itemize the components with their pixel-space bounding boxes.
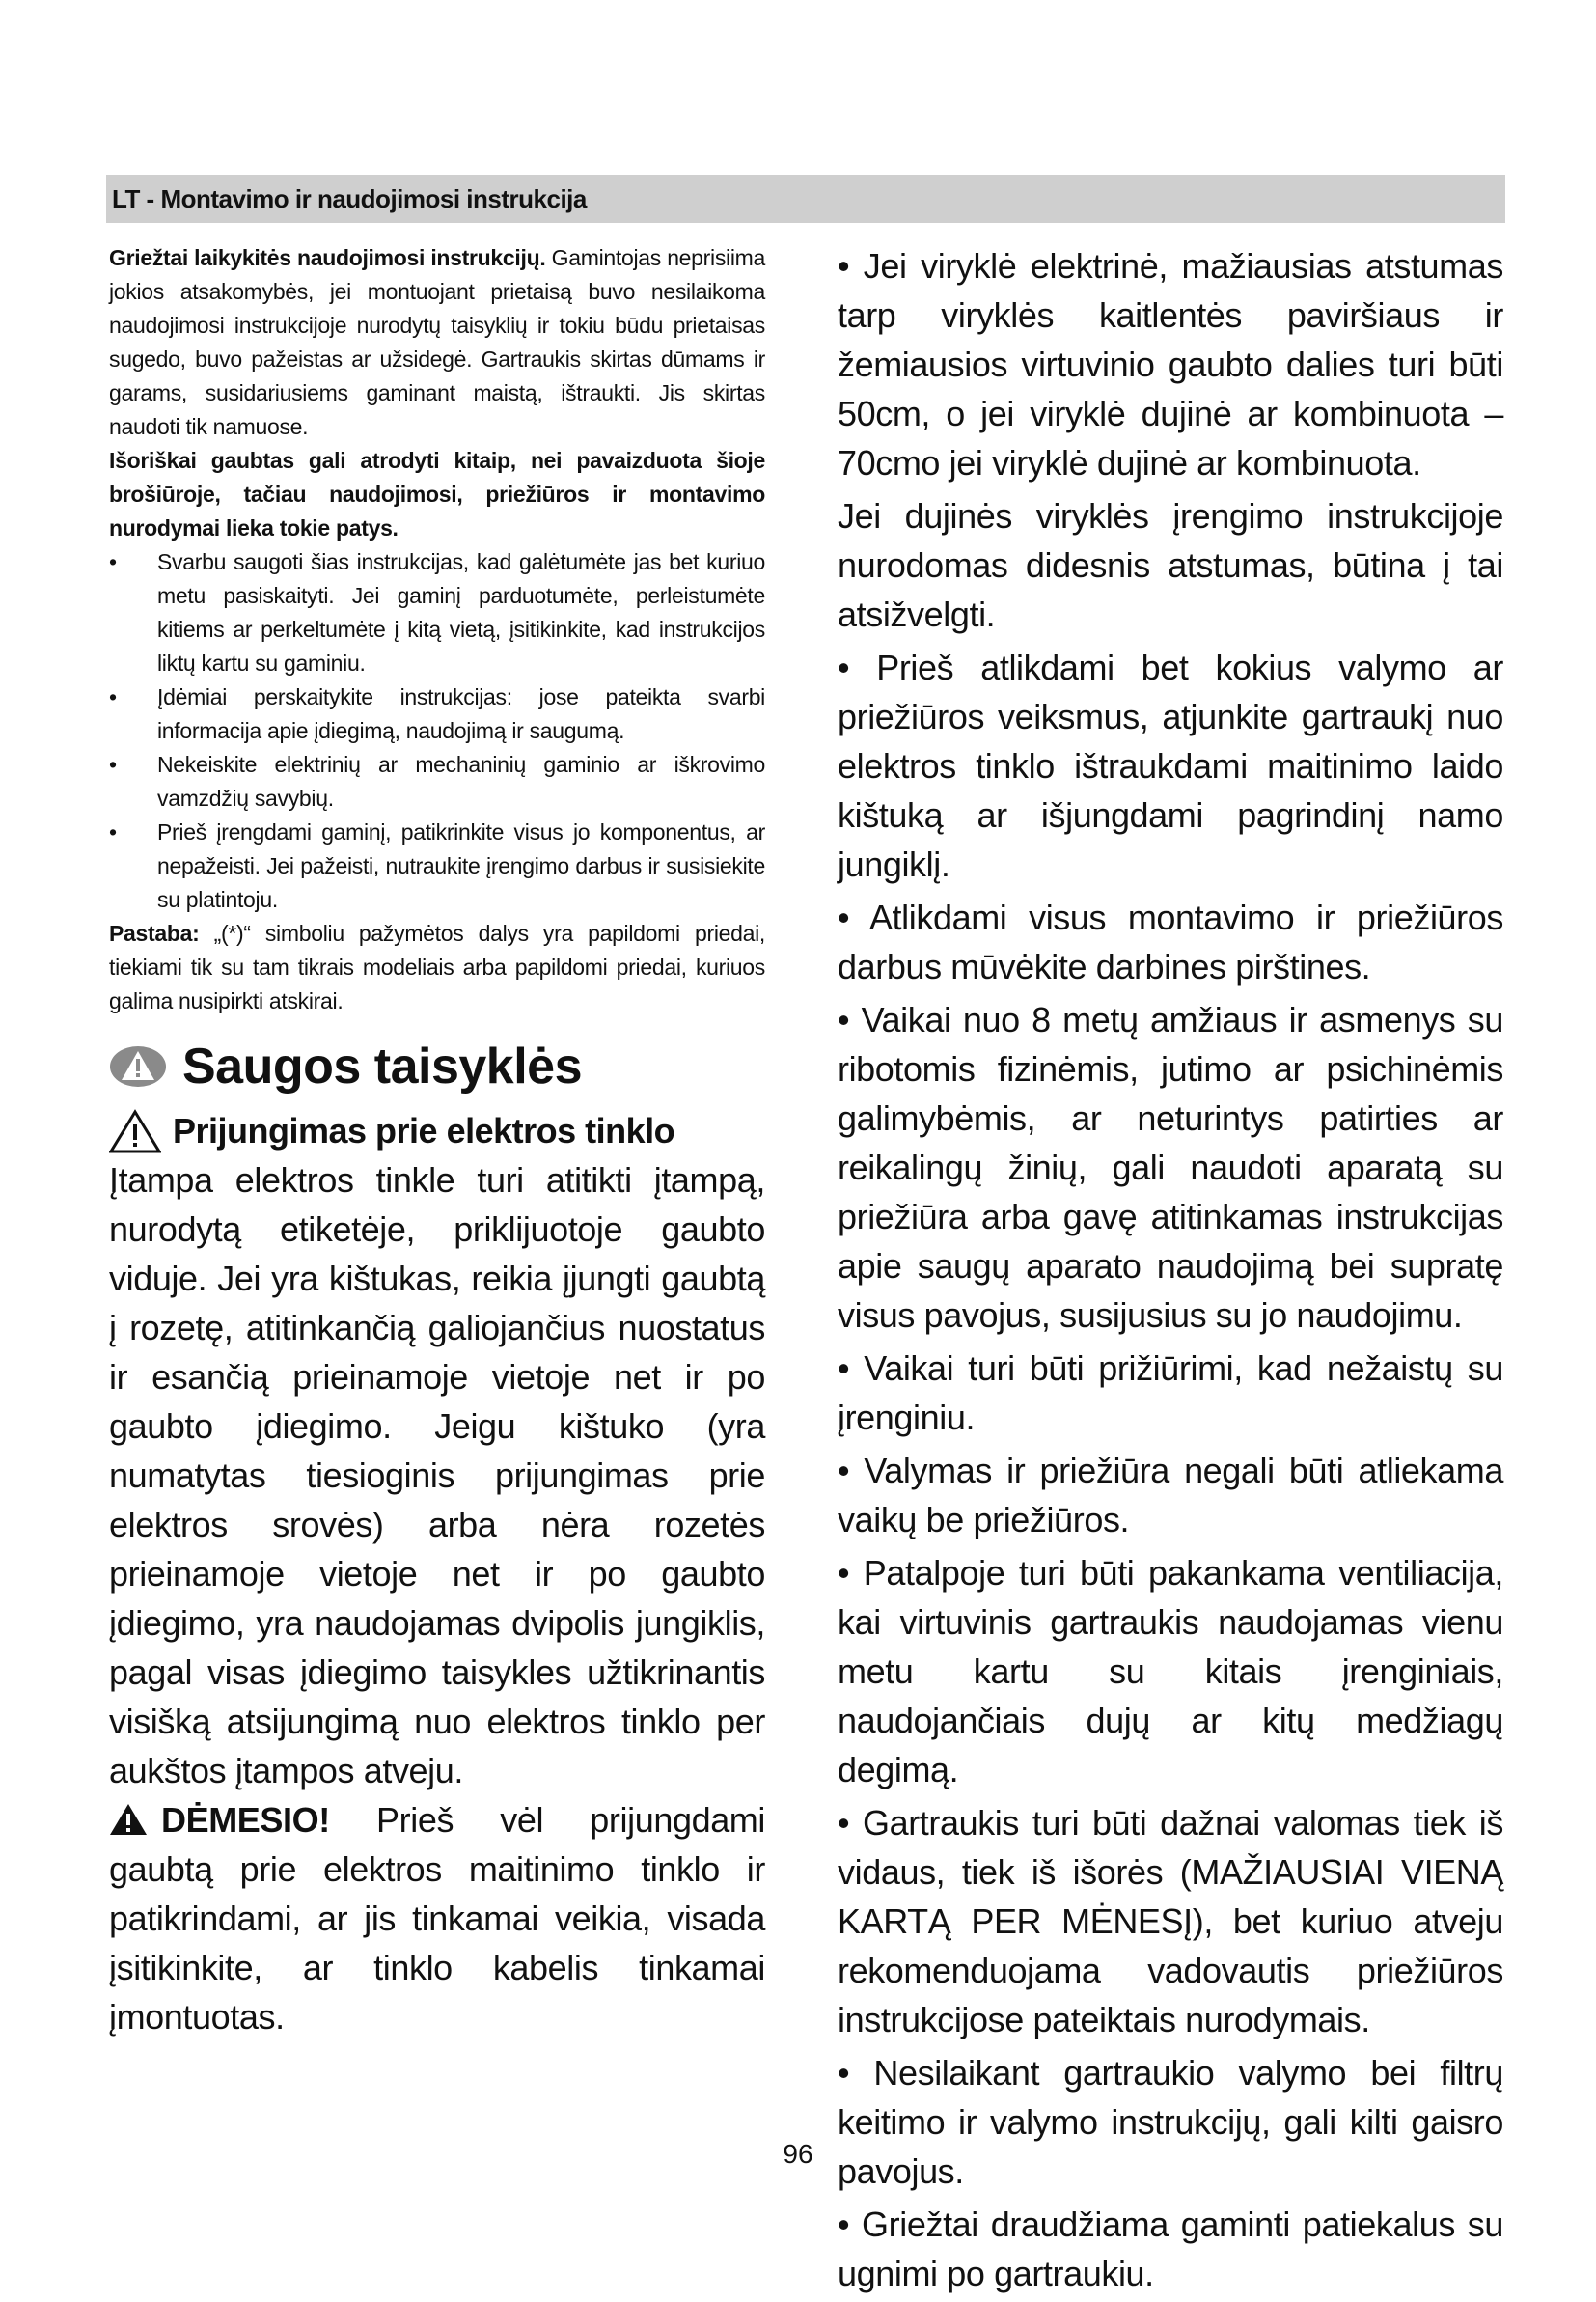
intro-bold: Griežtai laikykitės naudojimosi instrukcijų. [109,245,546,270]
attention-text: Prieš vėl prijungdami gaubtą prie elektros maitinimo tinklo ir patikrindami, ar jis tinkamai veikia, visada įsitikinkite, ar tinklo kabelis tinkamai įmontuotas. [109,1800,765,2037]
right-paragraph: Jei dujinės viryklės įrengimo instrukcijoje nurodomas didesnis atstumas, būtina į tai atsižvelgti. [838,496,1503,634]
attention-label: DĖMESIO! [161,1800,330,1840]
bullet-icon: • [109,819,117,845]
connection-heading [109,1109,765,1153]
right-paragraph: • Griežtai draudžiama gaminti patiekalus su ugnimi po gartraukiu. [838,2205,1503,2293]
list-item: • Įdėmiai perskaitykite instrukcijas: jose pateikta svarbi informacija apie įdiegimą, naudojimą ir saugumą. [109,680,765,748]
right-paragraph: • Nesilaikant gartraukio valymo bei filtrų keitimo ir valymo instrukcijų, gali kilti gaisro pavojus. [838,2053,1503,2191]
note-label: Pastaba: [109,921,200,946]
list-item: • Prieš įrengdami gaminį, patikrinkite visus jo komponentus, ar nepažeisti. Jei pažeisti, nutraukite įrengimo darbus ir susisiekite su platintoju. [109,816,765,917]
note-paragraph [109,917,765,1018]
notice-paragraph [109,444,765,545]
list-item: • Svarbu saugoti šias instrukcijas, kad galėtumėte jas bet kuriuo metu pasiskaityti. Jei gaminį parduotumėte, perleistumėte kitiems ar perkeltumėte į kitą vietą, įsitikinkite, kad instrukcijos liktų kartu su gaminiu. [109,545,765,680]
left-column [109,241,765,2041]
safety-heading [109,1038,765,1096]
connection-title: Prijungimas prie elektros tinklo [173,1111,675,1151]
warning-triangle-icon [109,1109,161,1153]
bullet-icon: • [109,684,117,709]
right-paragraph: • Patalpoje turi būti pakankama ventiliacija, kai virtuvinis gartraukis naudojamas vienu metu kartu su kitais įrenginiais, naudojančiais dujų ar kitų medžiagų degimą. [838,1553,1503,1789]
right-paragraph: • Prieš atlikdami bet kokius valymo ar priežiūros veiksmus, atjunkite gartraukį nuo elektros tinklo ištraukdami maitinimo laido kištuką ar išjungdami pagrindinį namo jungiklį. [838,648,1503,884]
bullet-icon: • [109,752,117,777]
safety-warning-icon [109,1045,167,1088]
note-text: „(*)“ simboliu pažymėtos dalys yra papildomi priedai, tiekiami tik su tam tikrais modeliais arba papildomi priedai, kuriuos galima nusipirkti atskirai. [109,921,765,1013]
page-title: LT - Montavimo ir naudojimosi instrukcija [112,184,587,213]
right-paragraph: • Jei viryklė elektrinė, mažiausias atstumas tarp viryklės kaitlentės paviršiaus ir žemiausios virtuvinio gaubto dalies turi būti 50cm, o jei viryklė dujinė ar kombinuota – 70cmo jei viryklė dujinė ar kombinuota. [838,246,1503,483]
attention-warning-icon [109,1803,148,1836]
bullet-list [109,545,765,917]
safety-title: Saugos taisyklės [182,1039,582,1095]
right-column [838,241,1503,2302]
right-paragraph: • Valymas ir priežiūra negali būti atliekama vaikų be priežiūros. [838,1451,1503,1539]
page-number: 96 [783,2139,813,2169]
list-item: • Nekeiskite elektrinių ar mechaninių gaminio ar iškrovimo vamzdžių savybių. [109,748,765,816]
intro-text: Gamintojas neprisiima jokios atsakomybės, jei montuojant prietaisą buvo nesilaikoma naudojimosi instrukcijoje nurodytų taisyklių ir tokiu būdu prietaisas sugedo, buvo pažeistas ar užsidegė. Gartraukis skirtas dūmams ir garams, susidariusiems gaminant maistą, ištraukti. Jis skirtas naudoti tik namuose. [109,245,766,439]
connection-text: Įtampa elektros tinkle turi atitikti įtampą, nurodytą etiketėje, priklijuotoje gaubto viduje. Jei yra kištukas, reikia įjungti gaubtą į rozetę, atitinkančią galiojančius nuostatus ir esančią prieinamoje vietoje net ir po gaubto įdiegimo. Jeigu kištuko (yra numatytas tiesioginis prijungimas prie elektros srovės) arba nėra rozetės prieinamoje vietoje net ir po gaubto įdiegimo, yra naudojamas dvipolis jungiklis, pagal visas įdiegimo taisykles užtikrinantis visišką atsijungimą nuo elektros tinklo per aukštos įtampos atveju. [109,1160,765,1790]
intro-paragraph [109,241,765,444]
notice-bold: Išoriškai gaubtas gali atrodyti kitaip, nei pavaizduota šioje brošiūroje, tačiau naudojimosi, priežiūros ir montavimo nurodymai lieka tokie patys. [109,448,765,541]
right-paragraph: • Gartraukis turi būti dažnai valomas tiek iš vidaus, tiek iš išorės (MAŽIAUSIAI VIENĄ KARTĄ PER MĖNESĮ), bet kuriuo atveju rekomenduojama vadovautis priežiūros instrukcijose pateiktais nurodymais. [838,1803,1503,2039]
bullet-icon: • [109,549,117,574]
right-paragraph: • Vaikai nuo 8 metų amžiaus ir asmenys su ribotomis fizinėmis, jutimo ar psichinėmis galimybėmis, ar neturintys patirties ar reikalingų žinių, gali naudoti aparatą su priežiūra arba gavę atitinkamas instrukcijas apie saugų aparato naudojimą bei supratę visus pavojus, susijusius su jo naudojimu. [838,1000,1503,1335]
attention-paragraph [109,1795,765,2041]
right-paragraph: • Vaikai turi būti prižiūrimi, kad nežaistų su įrenginiu. [838,1348,1503,1437]
header-bar [106,175,1505,223]
right-paragraph: • Atlikdami visus montavimo ir priežiūros darbus mūvėkite darbines pirštines. [838,898,1503,986]
